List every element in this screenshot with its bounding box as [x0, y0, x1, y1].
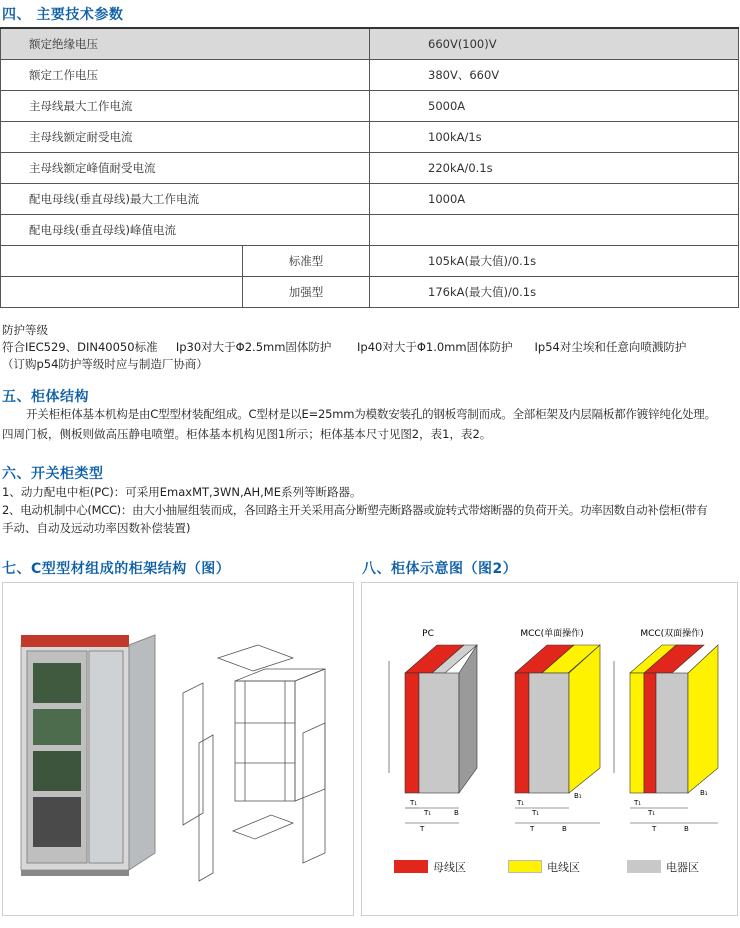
protection-line2: （订购p54防护等级时应与制造厂协商） — [2, 357, 208, 371]
param-name: 配电母线(垂直母线)最大工作电流 — [1, 184, 370, 215]
section-5-title: 五、柜体结构 — [2, 389, 89, 405]
table-row — [1, 122, 739, 153]
mcc-single-cabinet — [515, 645, 600, 823]
sec6-line3: 手动、自动及远动功率因数补偿装置) — [2, 521, 191, 535]
legend-label-busbar: 母线区 — [433, 861, 466, 874]
section-6-title: 六、开关柜类型 — [2, 466, 104, 482]
dim-t1-mcc2-b: T₁ — [648, 809, 656, 817]
param-name: 主母线额定耐受电流 — [1, 122, 370, 153]
param-value: 660V(100)V — [370, 28, 739, 60]
dim-t1-mcc1: T₁ — [517, 799, 525, 807]
dim-b-mcc2: B — [684, 825, 689, 833]
table-row — [1, 28, 739, 60]
param-value: 5000A — [370, 91, 739, 122]
param-name: 配电母线(垂直母线)峰值电流 — [1, 215, 370, 246]
pc-cabinet — [389, 645, 477, 823]
param-value — [370, 215, 739, 246]
table-row — [1, 277, 739, 308]
param-name: 额定绝缘电压 — [1, 28, 370, 60]
dim-b-mcc1: B — [562, 825, 567, 833]
sec5-line2: 四周门板，侧板则做高压静电喷塑。柜体基本机构见图1所示；柜体基本尺寸见图2，表1，表2。 — [2, 427, 492, 441]
protection-title: 防护等级 — [2, 323, 48, 337]
legend-swatch-wiring — [508, 860, 542, 873]
section-4-title: 四、 主要技术参数 — [2, 7, 124, 23]
spec-table — [0, 27, 739, 308]
legend-swatch-apparatus — [627, 860, 661, 873]
label-mcc-single: MCC(单面操作) — [520, 629, 584, 639]
dim-b-pc: B — [454, 809, 459, 817]
dim-t-mcc2: T — [652, 825, 657, 833]
dim-b1-mcc2: B₁ — [700, 789, 708, 797]
sec6-line2: 2、电动机制中心(MCC)：由大小抽屉组装而成，各回路主开关采用高分断塑壳断路器或旋转式带熔断器的负荷开关。功率因数自动补偿柜(带有 — [2, 503, 708, 517]
dim-t1-mcc1-b: T₁ — [532, 809, 540, 817]
param-value: 176kA(最大值)/0.1s — [370, 277, 739, 308]
cabinet-photo — [21, 635, 155, 876]
param-subtype: 加强型 — [243, 277, 370, 308]
table-row — [1, 246, 739, 277]
sec6-line1: 1、动力配电中柜(PC)：可采用EmaxMT,3WN,AH,ME系列等断路器。 — [2, 485, 362, 499]
param-value: 380V、660V — [370, 60, 739, 91]
dim-t1-mcc2: T₁ — [634, 799, 642, 807]
dim-t1-pc-b: T₁ — [424, 809, 432, 817]
section-8-title: 八、柜体示意图（图2） — [362, 561, 518, 577]
param-value: 100kA/1s — [370, 122, 739, 153]
table-row — [1, 184, 739, 215]
section-7-title: 七、C型型材组成的柜架结构（图） — [2, 561, 231, 577]
legend-label-wiring: 电线区 — [547, 861, 580, 874]
cabinet-illustration — [3, 583, 353, 915]
table-row — [1, 91, 739, 122]
cabinet-schematic-figure — [361, 582, 738, 916]
label-mcc-double: MCC(双面操作) — [640, 629, 704, 639]
table-row — [1, 153, 739, 184]
table-row — [1, 60, 739, 91]
param-name: 主母线额定峰值耐受电流 — [1, 153, 370, 184]
label-pc: PC — [422, 629, 434, 639]
cabinet-frame-figure — [2, 582, 354, 916]
dim-t-mcc1: T — [530, 825, 535, 833]
dim-t-pc: T — [420, 825, 425, 833]
legend-swatch-busbar — [394, 860, 428, 873]
param-subtype: 标准型 — [243, 246, 370, 277]
dim-t1-pc: T₁ — [410, 799, 418, 807]
param-value: 1000A — [370, 184, 739, 215]
protection-line1: 符合IEC529、DIN40050标准 Ip30对大于Φ2.5mm固体防护 Ip40对大于Φ1.0mm固体防护 Ip54对尘埃和任意向喷溅防护 — [2, 340, 687, 354]
exploded-frame-drawing — [183, 645, 325, 881]
param-name: 主母线最大工作电流 — [1, 91, 370, 122]
param-value: 105kA(最大值)/0.1s — [370, 246, 739, 277]
legend-label-apparatus: 电器区 — [666, 861, 699, 874]
dim-b1-mcc1: B₁ — [574, 792, 582, 800]
sec5-line1: 开关柜柜体基本机构是由C型型材装配组成。C型材是以E=25mm为模数安装孔的钢板弯制而成。全部柜架及内层隔板都作镀锌纯化处理。 — [26, 407, 716, 421]
param-value: 220kA/0.1s — [370, 153, 739, 184]
param-name: 额定工作电压 — [1, 60, 370, 91]
table-row — [1, 215, 739, 246]
